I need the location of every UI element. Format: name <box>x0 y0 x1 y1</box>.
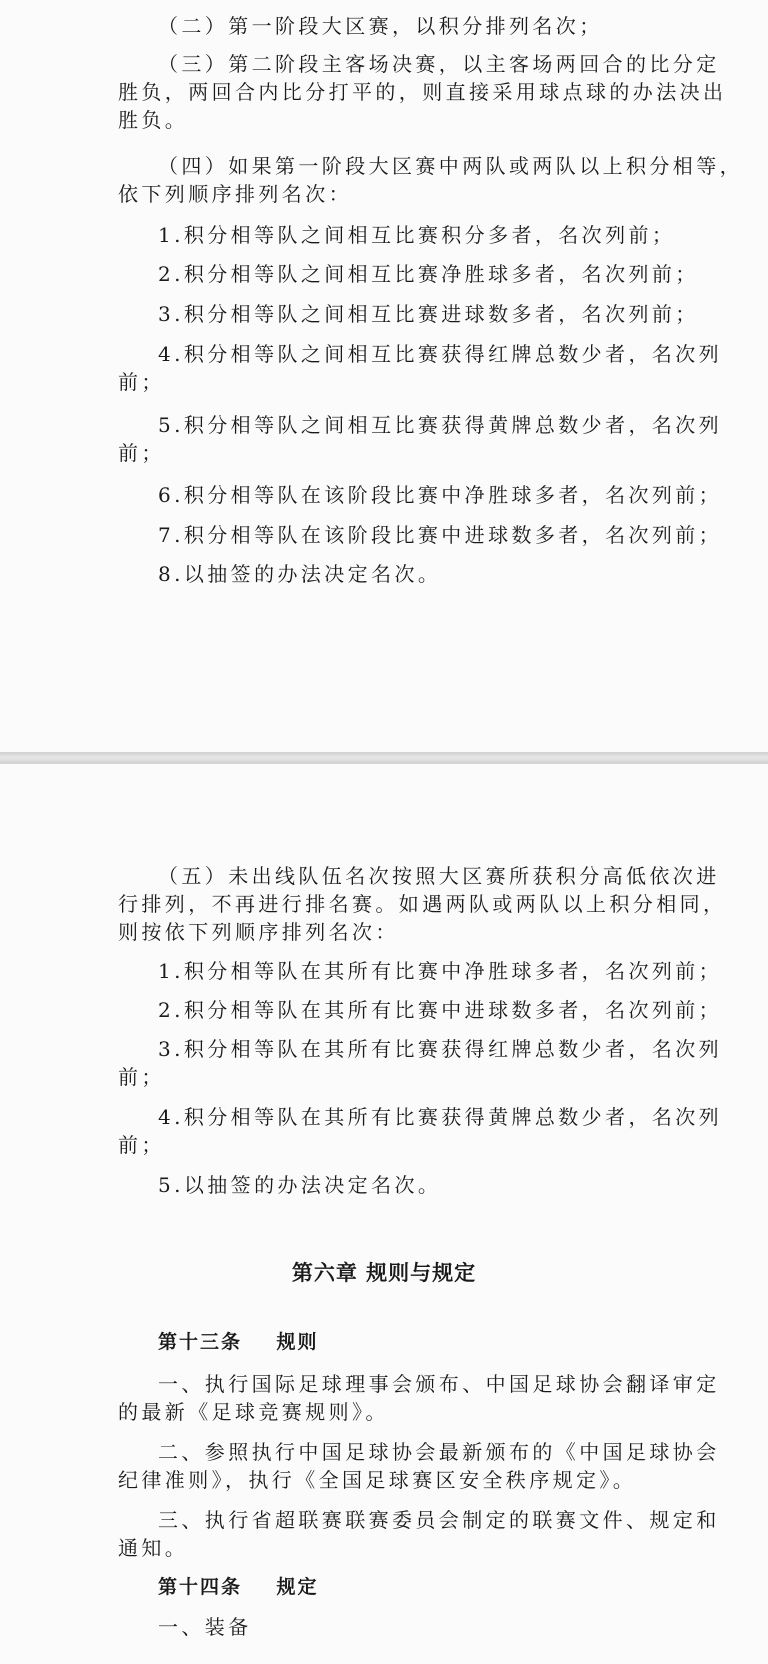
paragraph-line: 一、执行国际足球理事会颁布、中国足球协会翻译审定 <box>158 1372 720 1396</box>
list-item: 4.积分相等队之间相互比赛获得红牌总数少者，名次列 <box>158 342 723 366</box>
paragraph-line: 一、装备 <box>158 1615 252 1639</box>
paragraph-line: （五）未出线队伍名次按照大区赛所获积分高低依次进 <box>158 864 720 888</box>
list-item: 2.积分相等队在其所有比赛中进球数多者，名次列前； <box>158 998 723 1022</box>
paragraph-line: （四）如果第一阶段大区赛中两队或两队以上积分相等， <box>158 154 743 178</box>
list-item-continuation: 前； <box>118 441 165 465</box>
paragraph-line: 三、执行省超联赛联赛委员会制定的联赛文件、规定和 <box>158 1508 720 1532</box>
paragraph-line: 的最新《足球竞赛规则》。 <box>118 1400 389 1424</box>
article-14-title: 第十四条 规定 <box>158 1576 319 1598</box>
paragraph-line: 胜负。 <box>118 108 189 132</box>
paragraph-line: 通知。 <box>118 1536 189 1560</box>
list-item: 1.积分相等队之间相互比赛积分多者，名次列前； <box>158 223 676 247</box>
list-item-continuation: 前； <box>118 1065 165 1089</box>
paragraph-line: 胜负，两回合内比分打平的，则直接采用球点球的办法决出 <box>118 80 727 104</box>
paragraph-line: 行排列，不再进行排名赛。如遇两队或两队以上积分相同， <box>118 892 727 916</box>
paragraph-line: 依下列顺序排列名次： <box>118 182 352 206</box>
list-item: 1.积分相等队在其所有比赛中净胜球多者，名次列前； <box>158 959 723 983</box>
page-separator <box>0 752 768 763</box>
document-page-1 <box>0 0 768 753</box>
paragraph-line: 则按依下列顺序排列名次： <box>118 920 399 944</box>
paragraph-line: （三）第二阶段主客场决赛，以主客场两回合的比分定 <box>158 52 720 76</box>
article-13-title: 第十三条 规则 <box>158 1331 319 1353</box>
chapter-title: 第六章 规则与规定 <box>291 1261 477 1285</box>
list-item-continuation: 前； <box>118 1133 165 1157</box>
list-item: 3.积分相等队在其所有比赛获得红牌总数少者，名次列 <box>158 1037 723 1061</box>
document-page-2 <box>0 763 768 1664</box>
paragraph-line: 纪律准则》，执行《全国足球赛区安全秩序规定》。 <box>118 1468 637 1492</box>
list-item: 8.以抽签的办法决定名次。 <box>158 562 442 586</box>
list-item: 4.积分相等队在其所有比赛获得黄牌总数少者，名次列 <box>158 1105 723 1129</box>
paragraph-line: 二、参照执行中国足球协会最新颁布的《中国足球协会 <box>158 1440 720 1464</box>
list-item: 3.积分相等队之间相互比赛进球数多者，名次列前； <box>158 302 699 326</box>
list-item-continuation: 前； <box>118 370 165 394</box>
list-item: 7.积分相等队在该阶段比赛中进球数多者，名次列前； <box>158 523 723 547</box>
list-item: 5.积分相等队之间相互比赛获得黄牌总数少者，名次列 <box>158 413 723 437</box>
list-item: 5.以抽签的办法决定名次。 <box>158 1173 442 1197</box>
list-item: 2.积分相等队之间相互比赛净胜球多者，名次列前； <box>158 262 699 286</box>
paragraph-line: （二）第一阶段大区赛，以积分排列名次； <box>158 14 603 38</box>
list-item: 6.积分相等队在该阶段比赛中净胜球多者，名次列前； <box>158 483 723 507</box>
